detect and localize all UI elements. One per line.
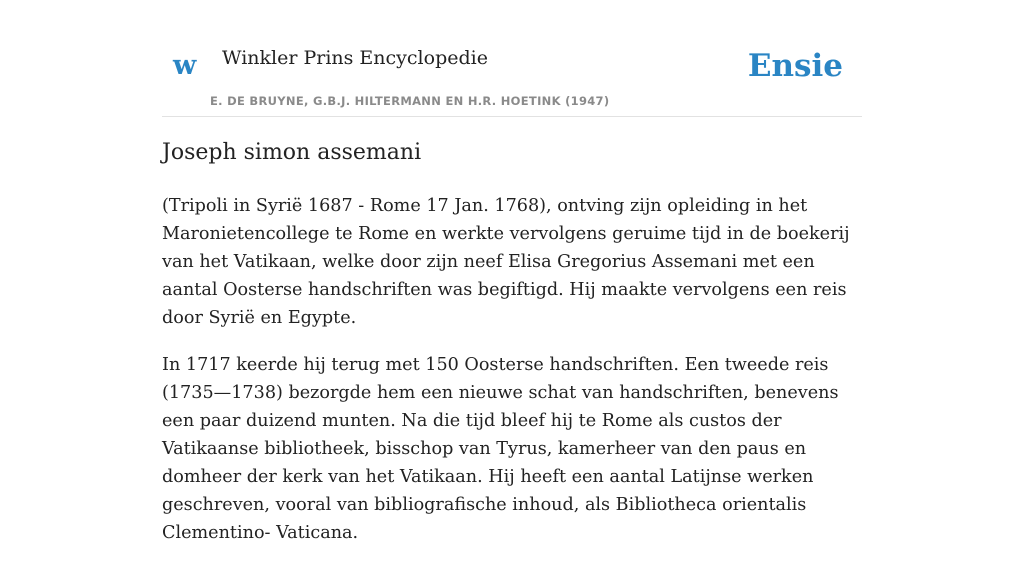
page — [162, 0, 862, 543]
site-logo-icon[interactable]: w — [173, 50, 197, 81]
article-paragraph: In 1717 keerde hij terug met 150 Oosterse handschriften. Een tweede reis (1735—1738) bezorgde hem een nieuwe schat van handschriften, benevens een paar duizend munten. Na die tijd bleef hij te Rome als custos der Vatikaanse bibliotheek, bisschop van Tyrus, kamerheer van den paus en domheer der kerk van het Vatikaan. Hij heeft een aantal Latijnse werken geschreven, vooral van bibliografische inhoud, als Bibliotheca orientalis Clementino- Vaticana. — [162, 355, 839, 543]
authors-subtitle: E. DE BRUYNE, G.B.J. HILTERMANN EN H.R. HOETINK (1947) — [210, 94, 610, 108]
article-body — [162, 192, 862, 566]
article-paragraph: (Tripoli in Syrië 1687 - Rome 17 Jan. 1768), ontving zijn opleiding in het Maronietencollege te Rome en werkte vervolgens geruime tijd in de boekerij van het Vatikaan, welke door zijn neef Elisa Gregorius Assemani met een aantal Oosterse handschriften was begiftigd. Hij maakte vervolgens een reis door Syrië en Egypte. — [162, 196, 850, 328]
site-title[interactable]: Winkler Prins Encyclopedie — [222, 47, 488, 69]
site-header — [162, 0, 862, 117]
article-title: Joseph simon assemani — [162, 140, 422, 165]
ensie-brand-logo[interactable]: Ensie — [747, 48, 843, 84]
